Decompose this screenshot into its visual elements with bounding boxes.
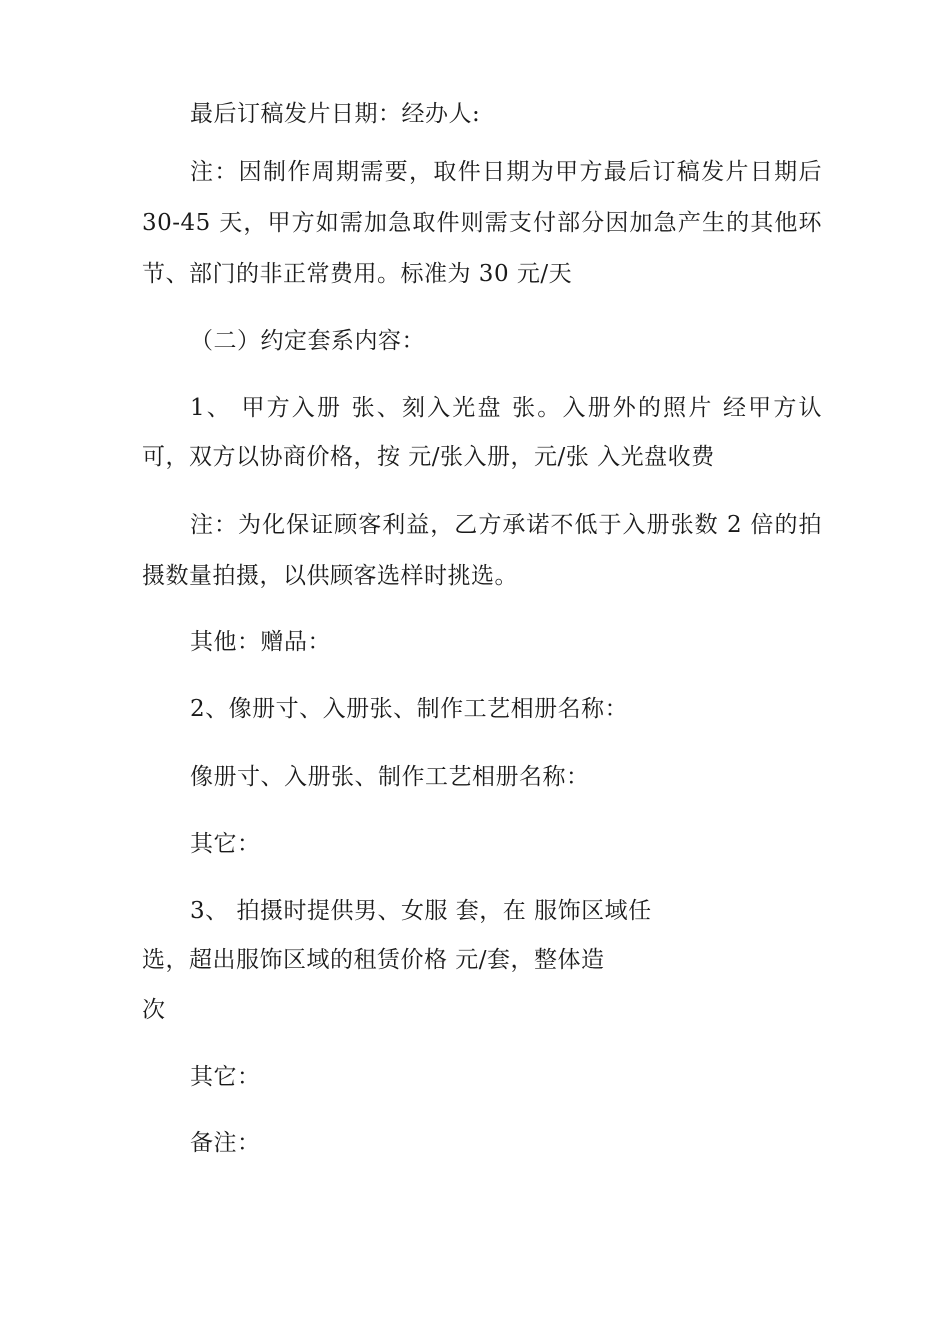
other1-line: 其它： <box>190 831 261 857</box>
remark-line: 备注： <box>190 1130 261 1156</box>
section-heading: （二）约定套系内容： <box>190 328 425 354</box>
item3-line3: 次 <box>142 997 166 1023</box>
note1-line1: 注：因制作周期需要，取件日期为甲方最后订稿发片日期后 <box>190 159 822 185</box>
item1-line1: 1、 甲方入册 张、刻入光盘 张。入册外的照片 经甲方认 <box>190 395 822 421</box>
item2b-line: 像册寸、入册张、制作工艺相册名称： <box>190 764 590 790</box>
item2-line: 2、像册寸、入册张、制作工艺相册名称： <box>190 696 629 722</box>
item3-line2: 选，超出服饰区域的租赁价格 元/套，整体造 <box>142 947 605 973</box>
item3-line1: 3、 拍摄时提供男、女服 套，在 服饰区域任 <box>190 898 652 924</box>
other2-line: 其它： <box>190 1064 261 1090</box>
item1-line2: 可，双方以协商价格，按 元/张入册，元/张 入光盘收费 <box>142 444 715 470</box>
deadline-line: 最后订稿发片日期：经办人: <box>190 101 481 127</box>
note2-line2: 摄数量拍摄，以供顾客选样时挑选。 <box>142 563 518 589</box>
note1-line3: 节、部门的非正常费用。标准为 30 元/天 <box>142 261 573 287</box>
note1-line2: 30-45 天，甲方如需加急取件则需支付部分因加急产生的其他环 <box>142 210 822 236</box>
note2-line1: 注：为化保证顾客利益，乙方承诺不低于入册张数 2 倍的拍 <box>190 512 822 538</box>
other-gift-line: 其他：赠品： <box>190 629 331 655</box>
